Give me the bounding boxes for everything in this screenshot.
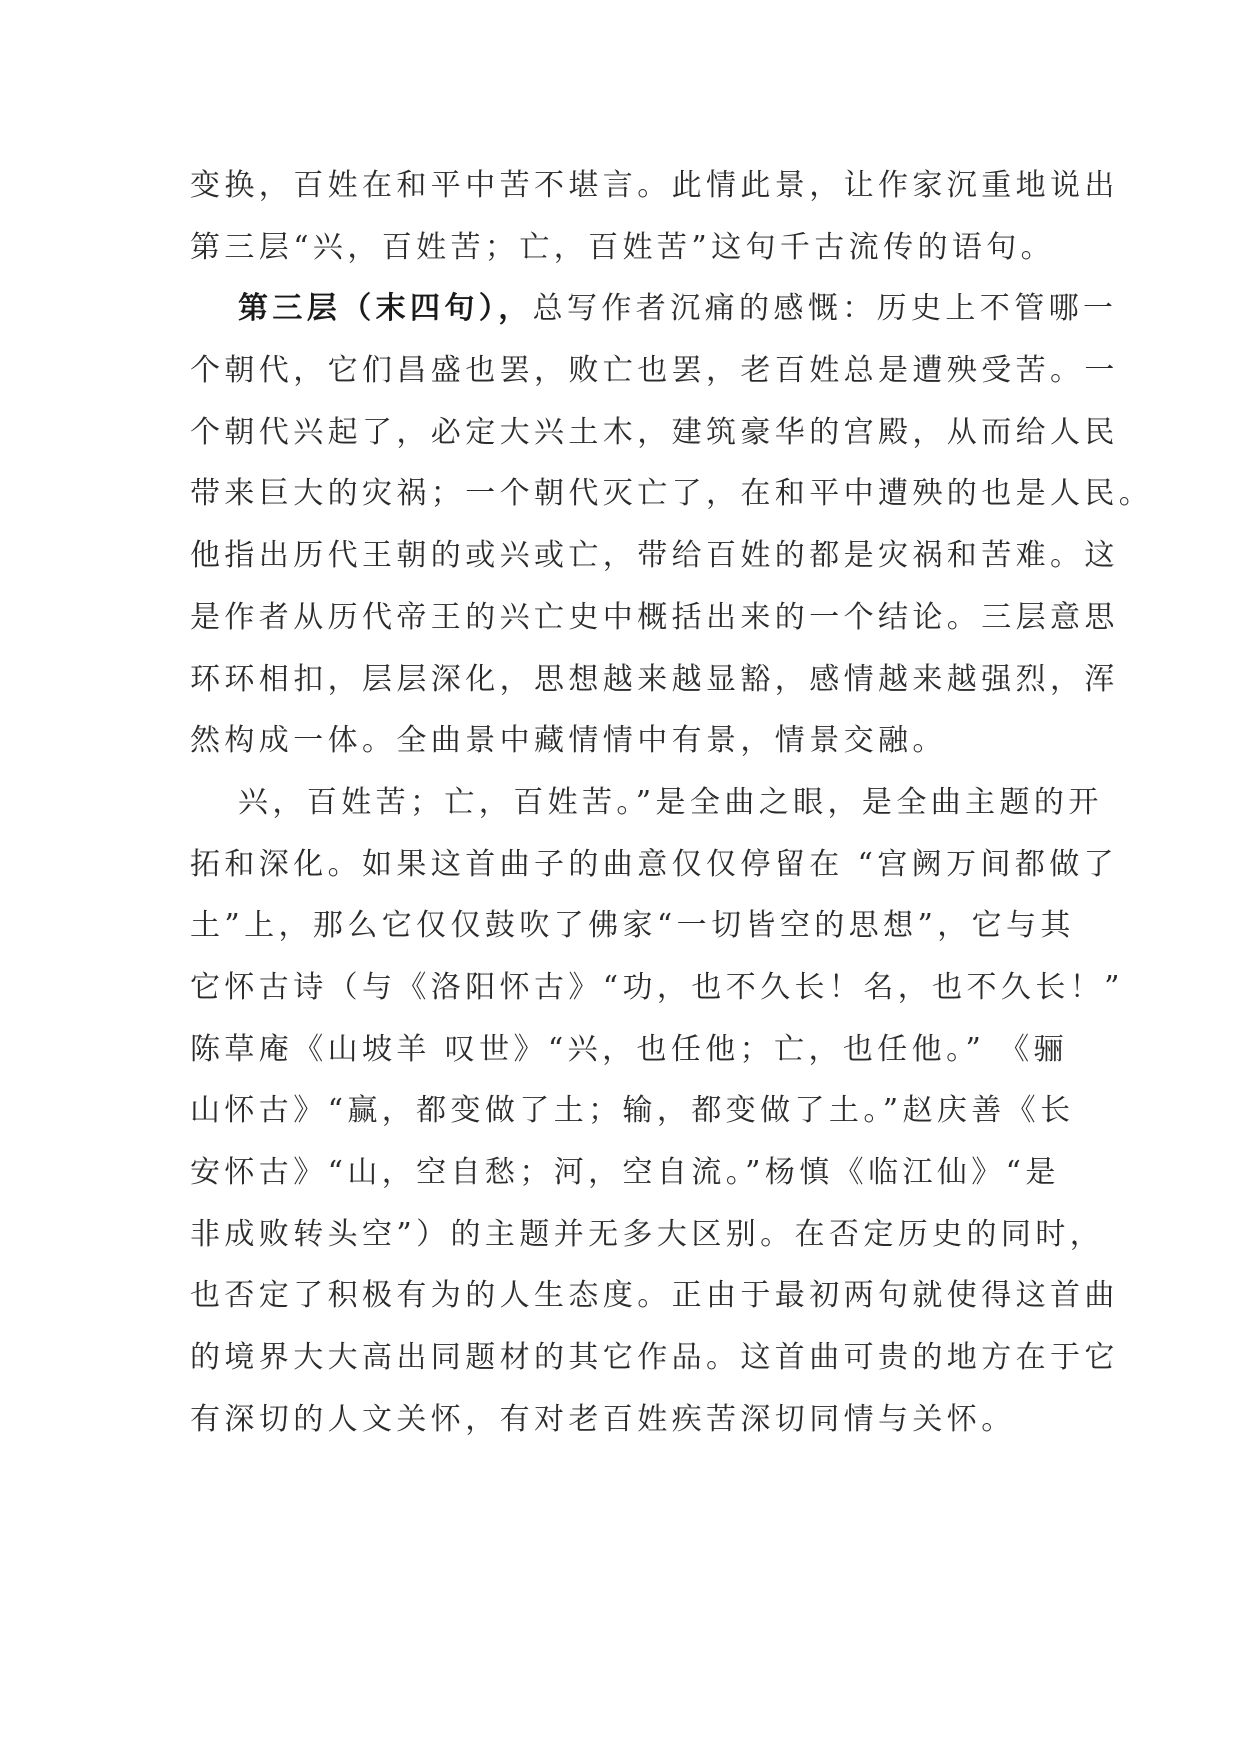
text-line: 第三层“兴，百姓苦；亡，百姓苦”这句千古流传的语句。 [190, 229, 1056, 265]
text-line: 的境界大大高出同题材的其它作品。这首曲可贵的地方在于它 [190, 1340, 1119, 1376]
text-line: 拓和深化。如果这首曲子的曲意仅仅停留在 “宫阙万间都做了 [190, 846, 1119, 882]
text-line: 也否定了积极有为的人生态度。正由于最初两句就使得这首曲 [190, 1278, 1119, 1314]
document-body [190, 155, 1154, 1450]
text-line: 他指出历代王朝的或兴或亡，带给百姓的都是灾祸和苦难。这 [190, 538, 1119, 574]
text-line: 然构成一体。全曲景中藏情情中有景，情景交融。 [190, 723, 947, 759]
paragraph-1 [190, 155, 1119, 278]
text-line: 山怀古》“赢，都变做了土；输，都变做了土。”赵庆善《长 [190, 1093, 1075, 1129]
paragraph-3 [190, 772, 1124, 1451]
text-line: 个朝代，它们昌盛也罢，败亡也罢，老百姓总是遭殃受苦。一 [190, 353, 1119, 389]
text-line: 兴，百姓苦；亡，百姓苦。”是全曲之眼，是全曲主题的开 [238, 784, 1103, 820]
paragraph-2 [190, 278, 1154, 772]
text-line: 是作者从历代帝王的兴亡史中概括出来的一个结论。三层意思 [190, 599, 1119, 635]
text-line: 它怀古诗（与《洛阳怀古》“功，也不久长！名，也不久长！” [190, 969, 1124, 1005]
text-line: 带来巨大的灾祸；一个朝代灭亡了，在和平中遭殃的也是人民。 [190, 476, 1154, 512]
text-line: 陈草庵《山坡羊 叹世》“兴，也任他；亡，也任他。” 《骊 [190, 1031, 1068, 1067]
text-line: 非成败转头空”）的主题并无多大区别。在否定历史的同时， [190, 1216, 1105, 1252]
text-line: 环环相扣，层层深化，思想越来越显豁，感情越来越强烈，浑 [190, 661, 1119, 697]
text-line: 变换，百姓在和平中苦不堪言。此情此景，让作家沉重地说出 [190, 168, 1119, 203]
text-line: 安怀古》“山，空自愁；河，空自流。”杨慎《临江仙》“是 [190, 1155, 1060, 1190]
section-heading: 第三层（末四句）， [238, 291, 533, 327]
text-line: 有深切的人文关怀，有对老百姓疾苦深切同情与关怀。 [190, 1401, 1016, 1437]
text-line [190, 278, 1118, 340]
text-span: 总写作者沉痛的感慨：历史上不管哪一 [532, 291, 1118, 327]
text-line: 土”上，那么它仅仅鼓吹了佛家“一切皆空的思想”，它与其 [190, 908, 1075, 944]
text-line: 个朝代兴起了，必定大兴土木，建筑豪华的宫殿，从而给人民 [190, 414, 1119, 450]
